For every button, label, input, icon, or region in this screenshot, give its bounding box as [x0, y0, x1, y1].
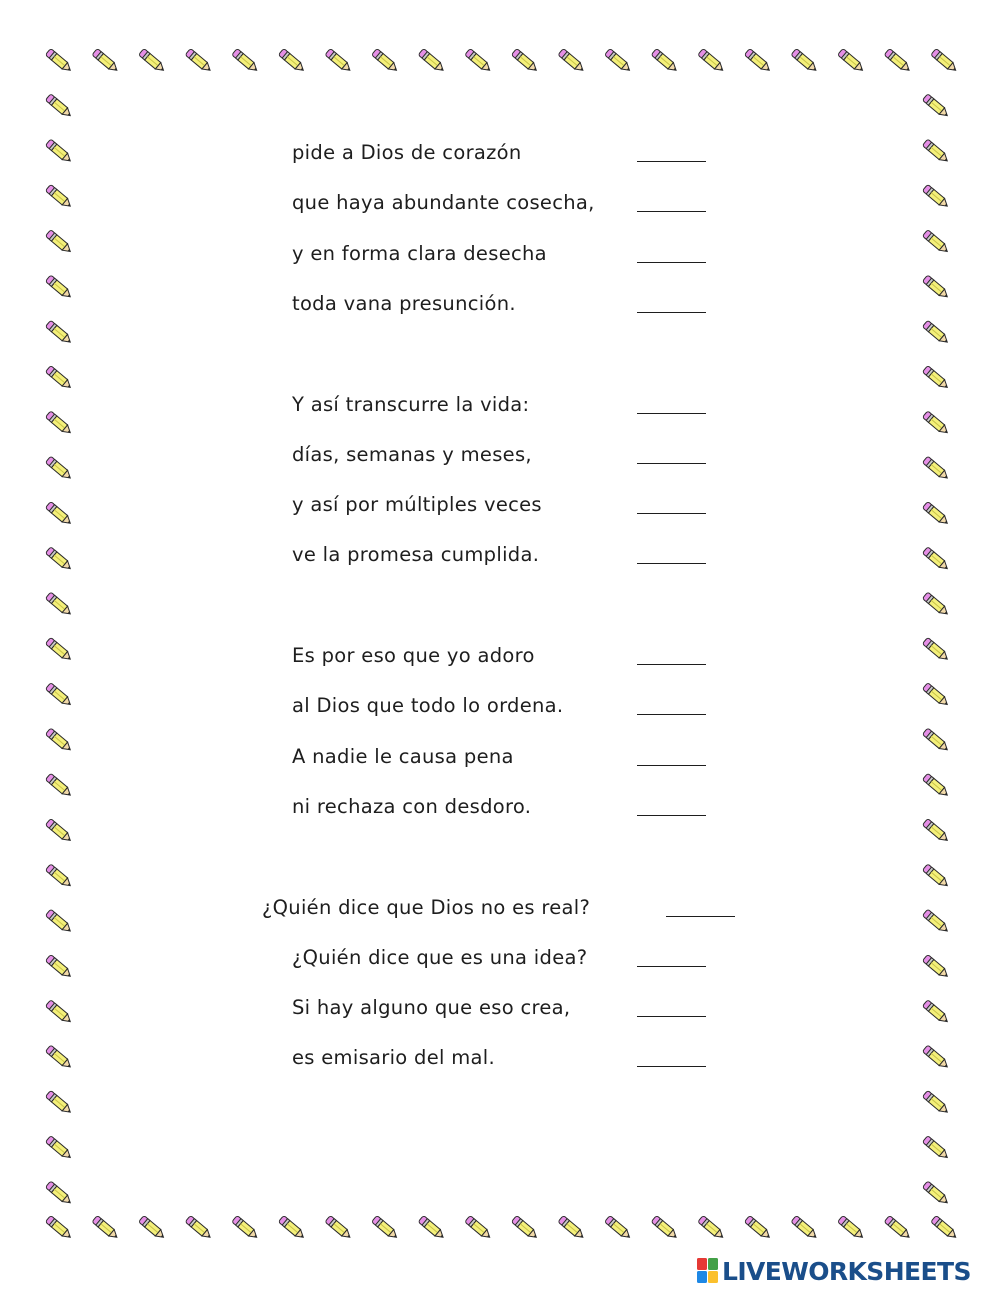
pencil-icon [325, 1215, 353, 1240]
poem-line: Es por eso que yo adoro [292, 644, 535, 667]
answer-blank-line [637, 563, 706, 564]
pencil-icon [92, 48, 120, 73]
answer-blank-line [637, 463, 706, 464]
pencil-icon [45, 320, 73, 345]
pencil-icon [922, 864, 950, 889]
logo-text: LIVEWORKSHEETS [722, 1256, 971, 1286]
answer-field[interactable] [637, 242, 706, 264]
liveworksheets-logo [697, 1256, 971, 1286]
pencil-icon [698, 48, 726, 73]
pencil-icon [791, 48, 819, 73]
pencil-icon [884, 48, 912, 73]
pencil-icon [465, 48, 493, 73]
pencil-icon [278, 48, 306, 73]
pencil-icon [838, 48, 866, 73]
answer-field[interactable] [637, 694, 706, 716]
pencil-icon [232, 48, 260, 73]
pencil-icon [45, 501, 73, 526]
answer-blank-line [637, 1066, 706, 1067]
answer-field[interactable] [637, 946, 706, 968]
pencil-icon [45, 683, 73, 708]
pencil-icon [139, 1215, 167, 1240]
pencil-icon [511, 48, 539, 73]
pencil-icon [922, 411, 950, 436]
pencil-icon [558, 48, 586, 73]
answer-blank-line [637, 966, 706, 967]
poem-line: toda vana presunción. [292, 291, 516, 315]
answer-field[interactable] [637, 493, 706, 515]
answer-field[interactable] [637, 543, 706, 565]
pencil-icon [838, 1215, 866, 1240]
pencil-icon [45, 1215, 73, 1240]
pencil-icon [922, 637, 950, 662]
poem-line: y en forma clara desecha [292, 241, 547, 265]
pencil-icon [922, 592, 950, 617]
pencil-icon [418, 1215, 446, 1240]
answer-blank-line [637, 211, 706, 212]
pencil-icon [45, 139, 73, 164]
answer-blank-line [637, 765, 706, 766]
pencil-icon [45, 728, 73, 753]
pencil-icon [922, 909, 950, 934]
poem-line: que haya abundante cosecha, [292, 191, 595, 215]
pencil-icon [45, 48, 73, 73]
pencil-icon [45, 230, 73, 255]
pencil-icon [45, 954, 73, 979]
pencil-icon [45, 1000, 73, 1025]
liveworksheets-icon [697, 1258, 719, 1284]
answer-field[interactable] [637, 996, 706, 1018]
answer-field[interactable] [637, 191, 706, 213]
pencil-icon [922, 230, 950, 255]
pencil-icon [45, 94, 73, 119]
pencil-icon [922, 320, 950, 345]
pencil-icon [185, 48, 213, 73]
answer-blank-line [666, 916, 735, 917]
answer-field[interactable] [637, 644, 706, 666]
answer-field[interactable] [666, 896, 735, 918]
pencil-icon [922, 456, 950, 481]
pencil-icon [922, 1000, 950, 1025]
pencil-icon [922, 1136, 950, 1161]
pencil-icon [418, 48, 446, 73]
pencil-icon [922, 819, 950, 844]
answer-blank-line [637, 413, 706, 414]
poem-line: días, semanas y meses, [292, 442, 532, 466]
pencil-icon [922, 366, 950, 391]
poem-line: y así por múltiples veces [292, 493, 542, 517]
pencil-icon [45, 184, 73, 209]
pencil-icon [922, 1181, 950, 1206]
pencil-icon [922, 954, 950, 979]
pencil-icon [45, 1136, 73, 1161]
answer-blank-line [637, 513, 706, 514]
pencil-icon [372, 48, 400, 73]
pencil-icon [558, 1215, 586, 1240]
pencil-icon [92, 1215, 120, 1240]
pencil-icon [278, 1215, 306, 1240]
poem-line: es emisario del mal. [292, 1046, 495, 1070]
pencil-icon [651, 48, 679, 73]
pencil-icon [922, 501, 950, 526]
pencil-icon [45, 1045, 73, 1070]
pencil-icon [922, 683, 950, 708]
answer-field[interactable] [637, 1046, 706, 1068]
poem-line: ¿Quién dice que es una idea? [292, 945, 588, 969]
answer-blank-line [637, 1016, 706, 1017]
pencil-icon [45, 1090, 73, 1115]
answer-field[interactable] [637, 795, 706, 817]
answer-field[interactable] [637, 393, 706, 415]
poem-line: Y así transcurre la vida: [292, 392, 530, 416]
answer-blank-line [637, 664, 706, 665]
pencil-icon [45, 819, 73, 844]
pencil-icon [45, 411, 73, 436]
poem-line: ¿Quién dice que Dios no es real? [262, 895, 591, 919]
pencil-icon [922, 1090, 950, 1115]
pencil-icon [605, 48, 633, 73]
pencil-icon [139, 48, 167, 73]
pencil-icon [744, 48, 772, 73]
answer-field[interactable] [637, 745, 706, 767]
answer-blank-line [637, 714, 706, 715]
pencil-icon [45, 909, 73, 934]
pencil-icon [45, 864, 73, 889]
pencil-icon [372, 1215, 400, 1240]
pencil-icon [45, 592, 73, 617]
pencil-icon [744, 1215, 772, 1240]
answer-blank-line [637, 161, 706, 162]
answer-blank-line [637, 815, 706, 816]
pencil-icon [884, 1215, 912, 1240]
pencil-icon [45, 773, 73, 798]
poem-line: A nadie le causa pena [292, 744, 514, 768]
poem-line: ni rechaza con desdoro. [292, 794, 532, 818]
pencil-icon [45, 275, 73, 300]
answer-field[interactable] [637, 443, 706, 465]
pencil-icon [465, 1215, 493, 1240]
pencil-icon [698, 1215, 726, 1240]
pencil-icon [325, 48, 353, 73]
pencil-icon [45, 366, 73, 391]
pencil-icon [922, 728, 950, 753]
pencil-icon [45, 547, 73, 572]
pencil-icon [232, 1215, 260, 1240]
answer-blank-line [637, 312, 706, 313]
poem-line: ve la promesa cumplida. [292, 543, 540, 567]
pencil-icon [922, 1045, 950, 1070]
answer-field[interactable] [637, 141, 706, 163]
pencil-icon [922, 94, 950, 119]
pencil-icon [922, 184, 950, 209]
answer-field[interactable] [637, 292, 706, 314]
pencil-icon [922, 773, 950, 798]
pencil-icon [931, 48, 959, 73]
answer-blank-line [637, 262, 706, 263]
pencil-icon [651, 1215, 679, 1240]
pencil-icon [511, 1215, 539, 1240]
pencil-icon [45, 637, 73, 662]
pencil-icon [45, 1181, 73, 1206]
pencil-icon [45, 456, 73, 481]
poem-line: pide a Dios de corazón [292, 141, 522, 164]
pencil-icon [605, 1215, 633, 1240]
pencil-icon [931, 1215, 959, 1240]
pencil-icon [922, 547, 950, 572]
poem-line: al Dios que todo lo ordena. [292, 694, 564, 718]
pencil-icon [922, 275, 950, 300]
poem-line: Si hay alguno que eso crea, [292, 996, 571, 1020]
pencil-icon [791, 1215, 819, 1240]
pencil-icon [185, 1215, 213, 1240]
pencil-icon [922, 139, 950, 164]
